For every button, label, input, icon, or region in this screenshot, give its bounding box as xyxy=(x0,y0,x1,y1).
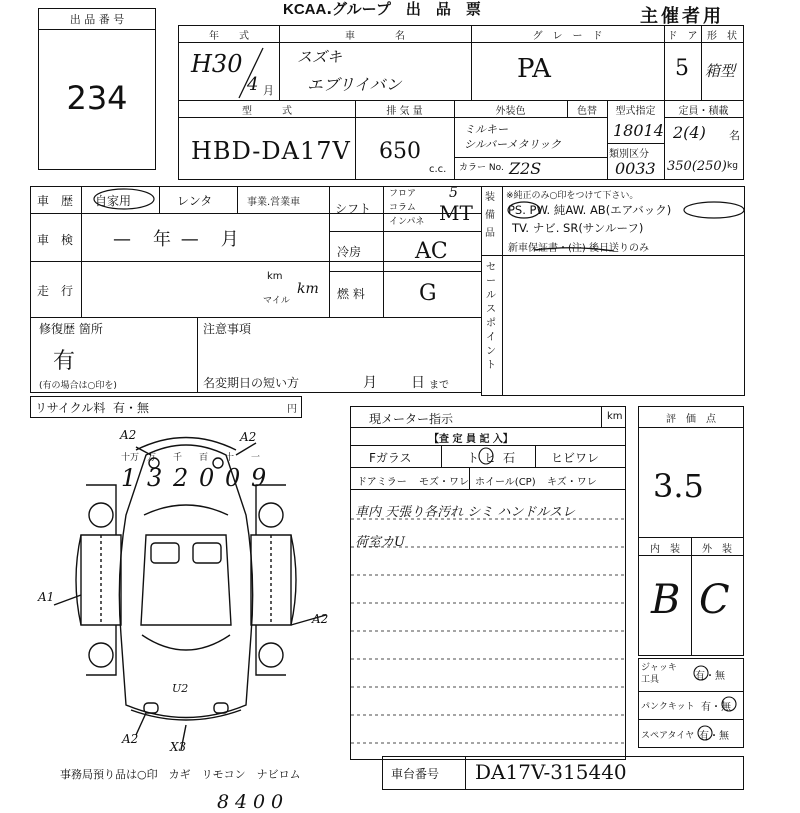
caution-label: 注意事項 xyxy=(203,322,252,336)
inspection-value: — 年 — 月 xyxy=(113,229,241,250)
exterior-label: 外 装 xyxy=(702,544,732,555)
tools-marks xyxy=(639,659,743,747)
mileage-unit-label: 十 xyxy=(225,453,235,463)
role-label: 主催者用 xyxy=(640,6,724,27)
mileage-mile: マイル xyxy=(263,296,290,306)
load-value: 350(250) xyxy=(667,159,727,174)
mileage-digit: 0 xyxy=(225,464,241,492)
glass-opt-1: ト xyxy=(467,451,480,465)
form-title: .グループ 出 品 票 xyxy=(326,0,481,18)
exterior-color-1: ミルキー xyxy=(464,123,508,136)
history-rental: レンタ xyxy=(177,194,213,208)
fuel-label: 燃 料 xyxy=(337,287,365,301)
jack-options: 有・無 xyxy=(695,671,725,682)
history-private-circle xyxy=(91,187,157,211)
equipment-marks xyxy=(504,199,744,255)
mirror-label: ドアミラー xyxy=(357,477,407,488)
type-cert-value: 18014 xyxy=(613,121,664,140)
body-label: 形 状 xyxy=(707,31,737,42)
mileage-selected: km xyxy=(297,281,319,297)
recycle-digit: 4 xyxy=(235,791,248,813)
jack-label: ジャッキ工具 xyxy=(641,663,677,685)
maker-value: スズキ xyxy=(297,48,343,66)
recycle-digit: 8 xyxy=(217,791,230,813)
equipment-label: 装備品 xyxy=(485,192,495,239)
damage-mark-rear-left: A2 xyxy=(122,732,139,746)
sales-point-label: セールスポイント xyxy=(486,262,496,371)
chassis-label: 車台番号 xyxy=(391,767,440,781)
exterior-value: C xyxy=(699,577,730,623)
header-title xyxy=(283,0,481,19)
mileage-digit: 9 xyxy=(251,464,267,492)
meter-label: 現メーター指示 xyxy=(369,412,454,426)
wheel-label: ホイール(CP) xyxy=(475,477,536,488)
shift-count: 5 xyxy=(449,185,458,201)
meter-block xyxy=(350,406,626,760)
exterior-color-2: シルバーメタリック xyxy=(464,138,561,151)
mileage-unit-label: 百 xyxy=(199,453,209,463)
equipment-block xyxy=(481,186,745,396)
recycle-digit: 0 xyxy=(271,791,284,813)
repair-value: 有 xyxy=(53,349,76,374)
chassis-value: DA17V-315440 xyxy=(475,760,627,784)
remarks-line1: 車内 天張り各汚れ シミ ハンドルスレ xyxy=(355,505,576,520)
color-change-label: 色替 xyxy=(577,106,597,117)
fuel-value: G xyxy=(419,281,437,306)
month-unit: 月 xyxy=(263,84,274,97)
type-value: HBD-DA17V xyxy=(191,137,351,165)
rating-label: 評 価 点 xyxy=(666,414,716,425)
repair-block xyxy=(30,317,482,393)
name-label: 車 名 xyxy=(345,31,405,42)
tools-block xyxy=(638,658,744,748)
recycle-label: リサイクル料 xyxy=(35,401,106,415)
grade-label: グ レ ー ド xyxy=(532,31,603,42)
type-label: 型 式 xyxy=(242,106,292,117)
displacement-value: 650 xyxy=(379,139,421,164)
listing-number: 234 xyxy=(66,79,128,117)
damage-mark-front-right: A2 xyxy=(240,430,257,444)
glass-opt-3: 石 xyxy=(503,451,516,465)
damage-mark-right: A2 xyxy=(312,612,329,626)
mileage-digit: 2 xyxy=(173,464,189,492)
puncture-label: パンクキット xyxy=(641,702,695,712)
shift-label: シフト xyxy=(335,202,372,216)
ac-value: AC xyxy=(415,239,448,264)
equipment-note: ※純正のみ○印をつけて下さい。 xyxy=(506,191,639,201)
doors-label: ド ア xyxy=(667,31,698,42)
capacity-unit: 名 xyxy=(729,129,740,142)
damage-mark-left: A1 xyxy=(38,590,55,604)
equipment-line3: 新車保証書・(注) 後日送りのみ xyxy=(508,243,649,254)
grade-value: PA xyxy=(517,54,551,84)
shift-floor: フロア xyxy=(389,189,417,199)
glass-opt-2: ヒ xyxy=(484,451,497,465)
class-value: 0033 xyxy=(615,159,656,178)
month-value: 4 xyxy=(247,74,259,95)
mileage-unit-label: 一 xyxy=(251,453,261,463)
shift-column: コラム xyxy=(389,203,416,213)
capacity-label: 定員・積載 xyxy=(678,106,729,117)
car-diagram xyxy=(36,425,336,765)
puncture-options: 有・無 xyxy=(701,702,731,713)
ac-label: 冷房 xyxy=(337,245,362,259)
body-value: 箱型 xyxy=(705,62,736,80)
meter-lines xyxy=(351,407,625,761)
model-value: エブリイバン xyxy=(307,75,402,94)
exterior-color-label: 外装色 xyxy=(495,106,526,117)
remarks-line2: 荷室カU xyxy=(355,535,405,550)
color-no-label: カラー No. xyxy=(459,163,504,173)
vehicle-row2 xyxy=(178,100,744,180)
mileage-unit-label: 千 xyxy=(173,453,183,463)
mileage-digit: 0 xyxy=(199,464,215,492)
inspector-label: 【査 定 員 記 入】 xyxy=(429,434,513,445)
office-note: 事務局預り品は○印 カギ リモコン ナビロム xyxy=(60,768,301,781)
glass-opt-4: ヒビワレ xyxy=(551,451,600,465)
recycle-digit: 0 xyxy=(253,791,266,813)
inspection-label: 車 検 xyxy=(37,233,74,247)
spare-label: スペアタイヤ xyxy=(641,731,695,741)
repair-label: 修復歴 箇所 xyxy=(39,322,103,336)
mileage-unit-label: 万 xyxy=(147,453,157,463)
vehicle-row1 xyxy=(178,25,744,101)
listing-number-label: 出 品 番 号 xyxy=(69,13,125,26)
chassis-block xyxy=(382,756,744,790)
load-unit: kg xyxy=(727,161,738,171)
mileage-digit: 1 xyxy=(121,464,137,492)
expiry-label: 名変期日の短い方 xyxy=(203,376,300,390)
mileage-unit-label: 十万 xyxy=(121,453,140,463)
mirror-options: モズ・ワレ xyxy=(419,477,469,488)
mileage-km: km xyxy=(267,271,283,282)
shift-type: MT xyxy=(439,201,473,225)
history-private: 自家用 xyxy=(95,194,132,208)
year-value: H30 xyxy=(191,50,243,78)
type-cert-label: 型式指定 xyxy=(615,106,656,117)
wheel-options: キズ・ワレ xyxy=(547,477,597,488)
org-logo: KCAA xyxy=(283,1,327,18)
rating-block xyxy=(638,406,744,656)
glass-label: Fガラス xyxy=(369,451,412,465)
history-label: 車 歴 xyxy=(37,194,74,208)
mileage-digit: 3 xyxy=(147,464,163,492)
meter-unit: km xyxy=(607,411,623,422)
expiry-day: 日 xyxy=(411,375,425,391)
recycle-unit: 円 xyxy=(287,404,297,415)
color-no-value: Z2S xyxy=(509,159,542,178)
displacement-label: 排 気 量 xyxy=(386,106,423,117)
mileage-label: 走 行 xyxy=(37,284,74,298)
displacement-unit: c.c. xyxy=(429,164,447,175)
recycle-options: 有・無 xyxy=(113,401,150,415)
damage-mark-roof: U2 xyxy=(172,682,189,695)
capacity-value: 2(4) xyxy=(673,123,706,142)
damage-mark-front-left: A2 xyxy=(120,428,137,442)
equipment-line1: PS. PW. 純AW. AB(エアバック) xyxy=(508,203,672,217)
rating-score: 3.5 xyxy=(653,467,704,505)
history-commercial: 事業.営業車 xyxy=(247,197,301,208)
damage-mark-rear: X3 xyxy=(170,740,187,754)
expiry-month: 月 xyxy=(363,375,377,391)
doors-value: 5 xyxy=(675,56,689,81)
class-label: 類別区分 xyxy=(609,149,649,160)
year-label: 年 式 xyxy=(209,31,249,42)
equipment-line2: TV. ナビ. SR(サンルーフ) xyxy=(512,221,644,235)
spare-options: 有・無 xyxy=(699,731,729,742)
interior-value: B xyxy=(651,577,681,623)
shift-panel: インパネ xyxy=(389,217,425,227)
repair-note: (有の場合は○印を) xyxy=(39,381,117,391)
listing-number-box xyxy=(38,8,156,170)
expiry-suffix: まで xyxy=(429,380,449,391)
interior-label: 内 装 xyxy=(650,544,680,555)
